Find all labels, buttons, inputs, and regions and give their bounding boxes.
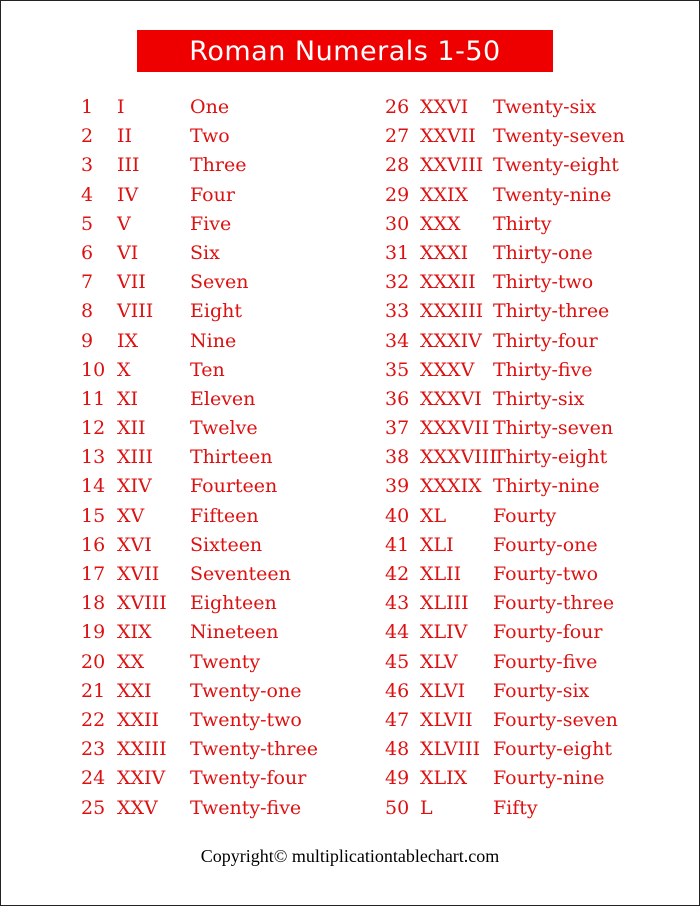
arabic-number: 29 [385, 183, 410, 206]
roman-numeral: VII [117, 271, 146, 294]
number-word: Thirty-six [493, 387, 585, 410]
number-word: Ten [190, 358, 225, 381]
roman-numeral: IX [117, 329, 139, 352]
arabic-number: 5 [81, 212, 94, 235]
number-word: Six [190, 241, 220, 264]
arabic-number: 25 [81, 796, 106, 819]
roman-numeral: XVII [117, 563, 160, 585]
arabic-number: 8 [81, 300, 94, 323]
roman-numeral: XII [117, 417, 146, 440]
number-word: Fourty-seven [493, 708, 618, 731]
arabic-number: 38 [385, 446, 410, 469]
arabic-number: 2 [81, 125, 94, 148]
arabic-number: 9 [81, 329, 94, 352]
number-word: Fourty-one [493, 533, 598, 556]
number-word: Nine [190, 329, 237, 352]
arabic-number: 15 [81, 504, 106, 527]
arabic-number: 22 [81, 708, 106, 731]
number-word: Fourty-nine [493, 767, 605, 790]
number-word: Thirty-one [493, 241, 593, 264]
roman-numeral: XIX [117, 621, 152, 644]
roman-numeral: I [117, 96, 125, 118]
number-word: Twenty-two [190, 708, 302, 731]
number-word: Seventeen [190, 563, 291, 585]
roman-numeral: XXXIX [420, 475, 482, 498]
arabic-number: 37 [385, 417, 410, 440]
number-word: Twenty-six [493, 96, 597, 118]
number-word: Eleven [190, 387, 256, 410]
number-word: Thirty-nine [493, 475, 600, 498]
arabic-number: 12 [81, 417, 106, 440]
roman-numeral: XXXII [420, 271, 476, 294]
number-word: Twenty-eight [493, 154, 619, 177]
number-word: Thirty-eight [493, 446, 608, 469]
number-word: Fourty [493, 504, 557, 527]
arabic-number: 46 [385, 679, 410, 702]
arabic-number: 35 [385, 358, 410, 381]
number-word: Thirty-five [493, 358, 593, 381]
roman-numeral: XVI [117, 533, 152, 556]
roman-numeral: XXVI [420, 96, 469, 118]
arabic-number: 24 [81, 767, 106, 790]
roman-numeral: XXIX [420, 183, 469, 206]
arabic-number: 13 [81, 446, 106, 469]
arabic-number: 34 [385, 329, 410, 352]
roman-numeral: XXVIII [420, 154, 484, 177]
number-word: Nineteen [190, 621, 279, 644]
arabic-number: 6 [81, 241, 94, 264]
number-word: Fourteen [190, 475, 278, 498]
arabic-number: 50 [385, 796, 410, 819]
number-word: Thirty [493, 212, 552, 235]
roman-numeral: XXXIV [420, 329, 482, 352]
arabic-number: 20 [81, 650, 106, 673]
arabic-number: 28 [385, 154, 410, 177]
roman-numeral: XXX [420, 212, 461, 235]
roman-numeral: XXXVIII [420, 446, 497, 469]
arabic-number: 44 [385, 621, 410, 644]
roman-numeral: XLVIII [420, 738, 481, 761]
arabic-number: 4 [81, 183, 94, 206]
arabic-number: 16 [81, 533, 106, 556]
number-word: Twenty-seven [493, 125, 625, 148]
number-word: Thirteen [190, 446, 273, 469]
arabic-number: 43 [385, 592, 410, 615]
roman-numeral: XVIII [117, 592, 167, 615]
roman-numeral: XIV [117, 475, 152, 498]
number-word: One [190, 96, 230, 118]
number-word: Twenty-one [190, 679, 302, 702]
roman-numeral: XXXVI [420, 387, 482, 410]
roman-numeral: XXIV [117, 767, 166, 790]
number-word: Fourty-eight [493, 738, 613, 761]
number-word: Thirty-seven [493, 417, 614, 440]
arabic-number: 11 [81, 387, 106, 410]
number-word: Five [190, 212, 232, 235]
roman-numeral: XXXIII [420, 300, 484, 323]
arabic-number: 31 [385, 241, 410, 264]
roman-numeral: XLIV [420, 621, 468, 644]
roman-numeral: XLII [420, 563, 462, 585]
arabic-number: 39 [385, 475, 410, 498]
number-word: Thirty-three [493, 300, 610, 323]
roman-numeral: XXIII [117, 738, 167, 761]
number-word: Twelve [190, 417, 258, 440]
number-word: Eighteen [190, 592, 277, 615]
roman-numeral: XXXV [420, 358, 475, 381]
number-word: Twenty [190, 650, 261, 673]
number-word: Twenty-four [190, 767, 307, 790]
number-word: Sixteen [190, 533, 263, 556]
number-word: Thirty-two [493, 271, 594, 294]
arabic-number: 14 [81, 475, 106, 498]
arabic-number: 45 [385, 650, 410, 673]
roman-numeral: XXV [117, 796, 158, 819]
roman-numeral: XLI [420, 533, 454, 556]
roman-numeral: V [117, 212, 131, 235]
number-word: Twenty-five [190, 796, 302, 819]
number-word: Fourty-four [493, 621, 603, 644]
arabic-number: 3 [81, 154, 94, 177]
arabic-number: 36 [385, 387, 410, 410]
roman-numeral: II [117, 125, 133, 148]
arabic-number: 27 [385, 125, 410, 148]
number-word: Four [190, 183, 235, 206]
roman-numeral: VIII [117, 300, 154, 323]
number-word: Eight [190, 300, 242, 323]
number-word: Thirty-four [493, 329, 598, 352]
arabic-number: 33 [385, 300, 410, 323]
roman-numeral: X [117, 358, 131, 381]
arabic-number: 47 [385, 708, 410, 731]
number-word: Twenty-nine [493, 183, 612, 206]
number-word: Fifteen [190, 504, 259, 527]
roman-numeral: XL [420, 504, 447, 527]
arabic-number: 21 [81, 679, 106, 702]
roman-numeral: XIII [117, 446, 154, 469]
roman-numeral: IV [117, 183, 139, 206]
roman-numeral: XXVII [420, 125, 476, 148]
arabic-number: 32 [385, 271, 410, 294]
number-word: Two [190, 125, 230, 148]
roman-numeral: L [420, 796, 433, 819]
arabic-number: 10 [81, 358, 106, 381]
copyright-footer: Copyright© multiplicationtablechart.com [200, 846, 500, 866]
arabic-number: 41 [385, 533, 410, 556]
arabic-number: 40 [385, 504, 410, 527]
roman-numeral: XI [117, 387, 139, 410]
arabic-number: 17 [81, 563, 106, 585]
page-title: Roman Numerals 1-50 [137, 30, 553, 72]
arabic-number: 1 [81, 96, 94, 118]
number-word: Twenty-three [190, 738, 318, 761]
arabic-number: 49 [385, 767, 410, 790]
number-word: Fourty-five [493, 650, 598, 673]
roman-numeral: XV [117, 504, 145, 527]
arabic-number: 42 [385, 563, 410, 585]
number-word: Fifty [493, 796, 538, 819]
arabic-number: 18 [81, 592, 106, 615]
roman-numeral: XXXVII [420, 417, 490, 440]
number-word: Fourty-six [493, 679, 590, 702]
number-word: Fourty-three [493, 592, 615, 615]
roman-numeral: XLVII [420, 708, 473, 731]
roman-numeral: XLVI [420, 679, 466, 702]
arabic-number: 23 [81, 738, 106, 761]
arabic-number: 7 [81, 271, 94, 294]
roman-numeral: XX [117, 650, 145, 673]
roman-numeral: XLV [420, 650, 458, 673]
roman-numeral: XXII [117, 708, 160, 731]
number-word: Seven [190, 271, 249, 294]
number-word: Three [190, 154, 247, 177]
roman-numeral: III [117, 154, 140, 177]
number-word: Fourty-two [493, 563, 599, 585]
roman-numeral: XXI [117, 679, 152, 702]
arabic-number: 19 [81, 621, 106, 644]
arabic-number: 30 [385, 212, 410, 235]
roman-numeral: XLIX [420, 767, 468, 790]
arabic-number: 26 [385, 96, 410, 118]
roman-numeral: XLIII [420, 592, 469, 615]
roman-numeral: XXXI [420, 241, 469, 264]
roman-numeral: VI [117, 241, 139, 264]
arabic-number: 48 [385, 738, 410, 761]
